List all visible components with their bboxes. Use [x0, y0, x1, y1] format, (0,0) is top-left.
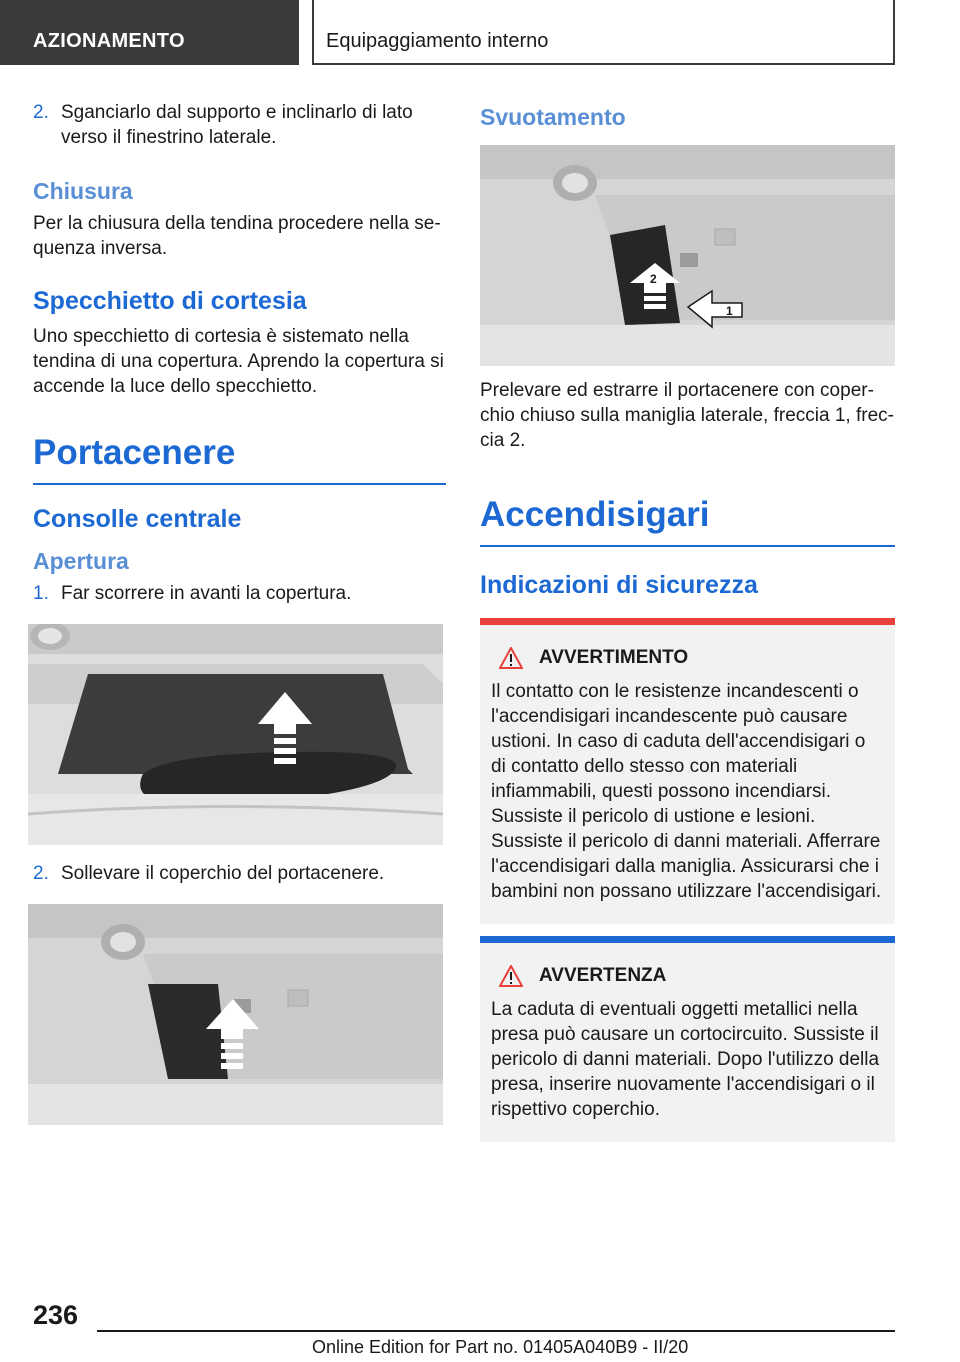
section-heading-console: Consolle centrale [33, 505, 242, 533]
step-text: Far scorrere in avanti la copertura. [61, 583, 352, 604]
page-number: 236 [33, 1300, 79, 1330]
caution-title-text: AVVERTENZA [539, 965, 667, 986]
section-tab: AZIONAMENTO [0, 0, 299, 65]
section-heading-safety: Indicazioni di sicurezza [480, 571, 758, 599]
step-text: Sollevare il coperchio del portacenere. [61, 863, 385, 884]
section-heading-mirror: Specchietto di cortesia [33, 287, 307, 315]
caution-triangle-icon [499, 965, 523, 987]
chapter-heading-ashtray: Portacenere [33, 433, 446, 485]
caution-text: La caduta di eventuali oggetti metallici nella presa può causare un cortocircuito. Sussiste il pericolo di danni materiali. Dopo l'utilizzo della presa, inserire nuovamente l'accendisigari o il rispettivo coperchio. [491, 999, 880, 1120]
footer-divider [97, 1330, 895, 1332]
step-item [33, 100, 446, 150]
chapter-title: Equipaggiamento interno [312, 0, 895, 65]
edition-note: Online Edition for Part no. 01405A040B9 - II/20 [312, 1337, 689, 1357]
step-item [33, 861, 446, 886]
step-item [33, 581, 446, 606]
step-number: 2. [33, 102, 49, 123]
warning-title [499, 647, 885, 669]
ashtray-cover-photo [28, 624, 443, 845]
paragraph: Uno specchietto di cortesia è sistemato nella tendina di una copertura. Aprendo la copertura si accende la luce dello specchietto. [33, 326, 444, 397]
paragraph: Prelevare ed estrarre il portacenere con coperchio chiuso sulla maniglia laterale, freccia 1, freccia 2. [480, 380, 894, 451]
warning-box [480, 618, 895, 924]
ashtray-empty-photo [480, 145, 895, 366]
section-heading-svuotamento: Svuotamento [480, 104, 626, 130]
warning-triangle-icon [499, 647, 523, 669]
left-column [33, 100, 446, 1125]
chapter-heading-lighter: Accendisigari [480, 495, 895, 547]
step-number: 2. [33, 863, 49, 884]
warning-text: Il contatto con le resistenze incandescenti o l'accendisigari incandescente può causare ustioni. In caso di caduta dell'accendisigari o di contatto dello stesso con materiali infiammabili, questi possono incendiarsi. Sussiste il pericolo di ustione e lesioni. Sussiste il pericolo di danni materiali. Afferrare l'accendisigari dalla maniglia. Assicurarsi che i bambini non possano utilizzare l'accendisigari. [491, 681, 882, 902]
callout-label-1: 1 [726, 304, 733, 318]
ashtray-lid-photo [28, 904, 443, 1125]
caution-box [480, 936, 895, 1142]
step-text: Sganciarlo dal supporto e inclinarlo di lato verso il finestrino laterale. [61, 102, 413, 148]
right-column [480, 100, 895, 1142]
callout-label-2: 2 [650, 272, 657, 286]
step-number: 1. [33, 583, 49, 604]
paragraph: Per la chiusura della tendina procedere nella sequenza inversa. [33, 213, 441, 259]
caution-title [499, 965, 885, 987]
warning-title-text: AVVERTIMENTO [539, 647, 689, 668]
section-heading-chiusura: Chiusura [33, 178, 133, 204]
section-heading-apertura: Apertura [33, 548, 129, 574]
